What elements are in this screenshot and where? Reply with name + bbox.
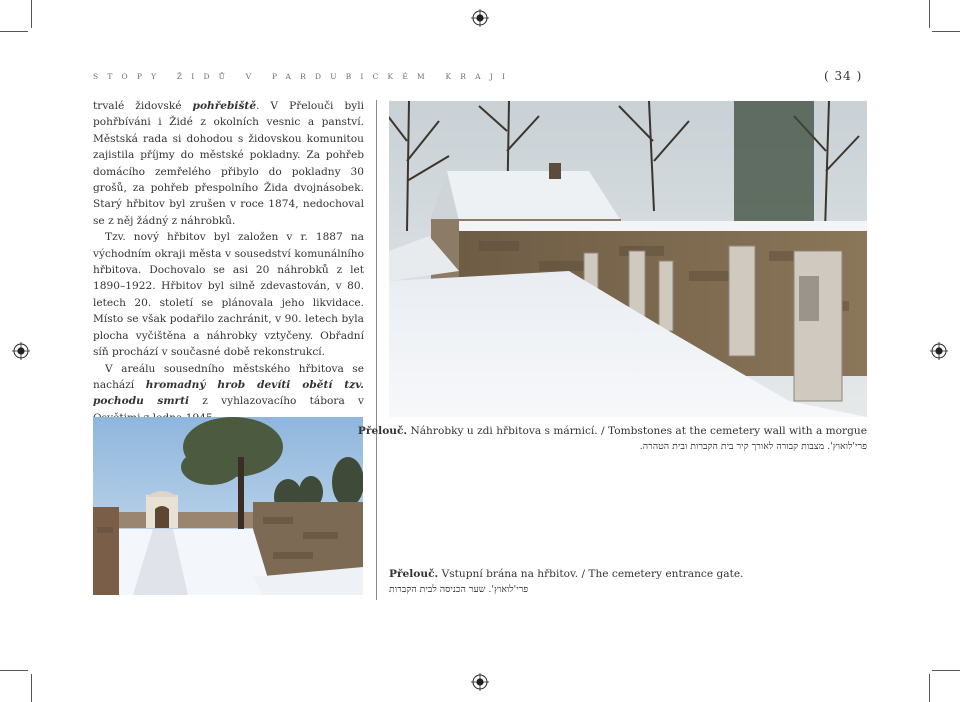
text-span: . V Přelouči byli pohřbíváni i Židé z okolních vesnic a panství. Městská rada si dohodou s židovskou komunitou zajistila příjmy do městské pokladny. Za pohřeb domácího zemřelého přibylo do pokladny 30 grošů, za pohřeb přespolního Žida dvojnásobek. Starý hřbitov byl zrušen v roce 1874, nedochoval se z něj žádný z náhrobků.	[93, 100, 364, 227]
caption-main	[358, 423, 867, 439]
caption-place: Přelouč.	[389, 568, 439, 580]
column-divider	[376, 100, 377, 600]
caption-text: Náhrobky u zdi hřbitova s márnicí. / Tombstones at the cemetery wall with a morgue	[407, 425, 867, 437]
emphasis-term: pohřebiště	[192, 100, 257, 112]
registration-mark-icon	[471, 9, 489, 27]
text-span: trvalé židovské	[93, 100, 193, 112]
page-number: ( 34 )	[824, 69, 863, 83]
paragraph-2: Tzv. nový hřbitov byl založen v r. 1887 na východním okraji města v sousedství komunálního hřbitova. Dochovalo se asi 20 náhrobků z let 1890–1922. Hřbitov byl silně zdevastován, v 80. letech 20. století se plánovala jeho likvidace. Místo se však podařilo zachránit, v 90. letech byla plocha vyčištěna a náhrobky vztyčeny. Obřadní síň prochází v současné době rekonstrukcí.	[93, 231, 364, 359]
running-head: STOPY ŽIDŮ V PARDUBICKÉM KRAJI	[93, 72, 515, 81]
caption-main-hebrew: פרי'לואוץ'. מצבות קבורה לאורך קיר בית הקברות ובית הטהרה.	[639, 441, 867, 452]
caption-place: Přelouč.	[357, 425, 408, 437]
text-span: z vyhlazovacího tábora v	[202, 395, 364, 408]
caption-text: Vstupní brána na hřbitov. / The cemetery entrance gate.	[438, 568, 744, 580]
text-span: V areálu sousedního městského hřbitova se nachází	[93, 362, 364, 391]
caption-gate-hebrew: פרי'לואוץ'. שער הכניסה לבית הקברות	[389, 584, 529, 595]
emphasis-term: hromadný hrob devíti obětí tzv. pochodu smrti	[93, 378, 364, 408]
registration-mark-icon	[930, 342, 948, 360]
cemetery-gate-photo	[93, 417, 363, 595]
body-text	[93, 98, 364, 426]
registration-mark-icon	[471, 673, 489, 691]
registration-mark-icon	[12, 342, 30, 360]
cemetery-wall-tombstones-photo	[389, 101, 867, 417]
caption-gate	[389, 566, 743, 582]
paragraph-1	[93, 98, 364, 229]
